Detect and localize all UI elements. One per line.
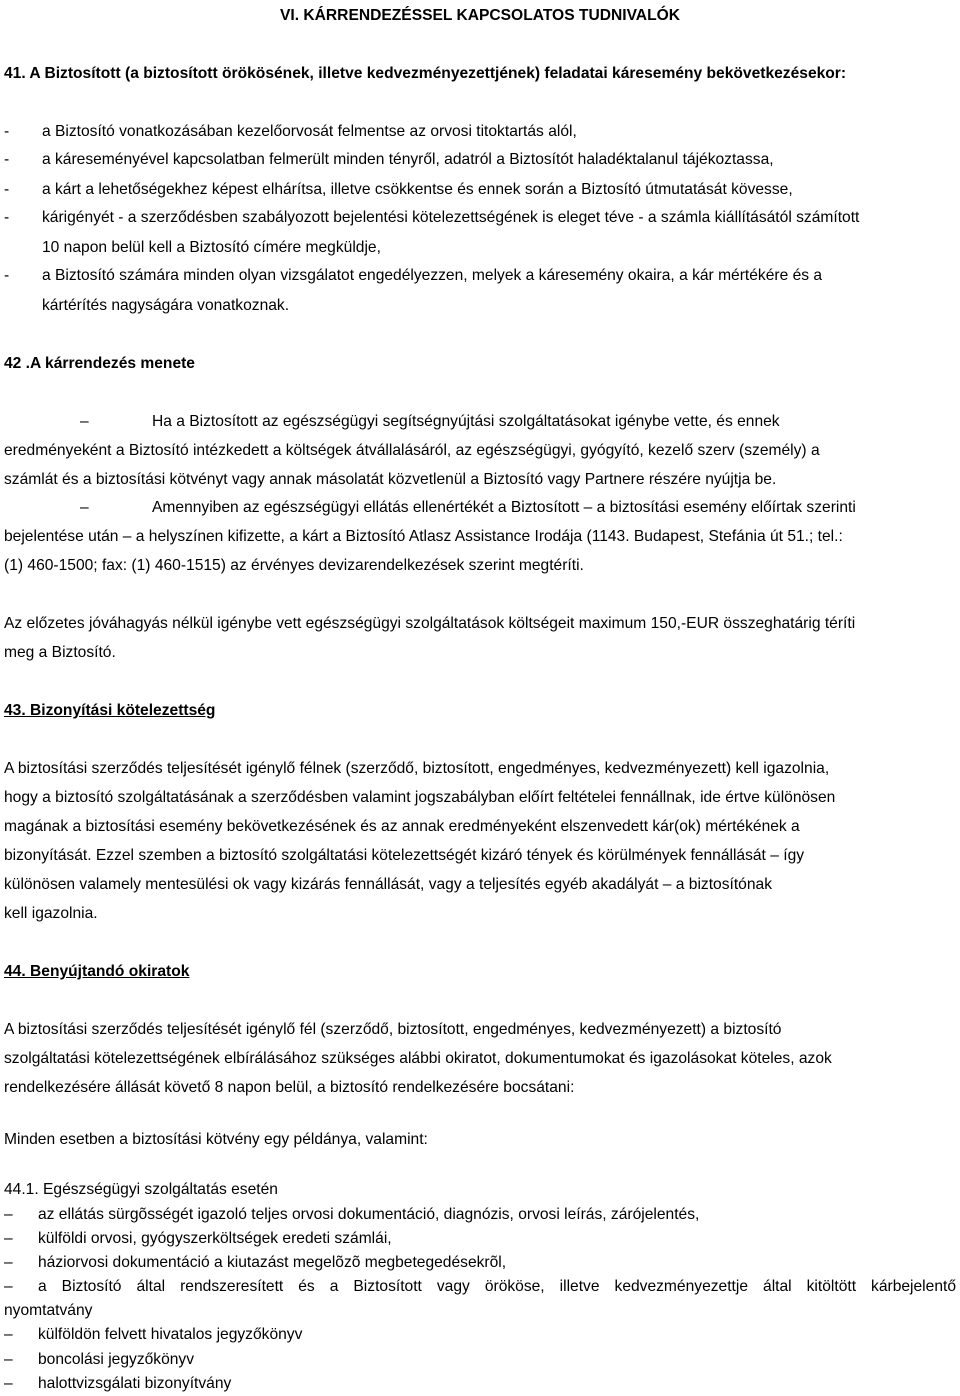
page-title: VI. KÁRRENDEZÉSSEL KAPCSOLATOS TUDNIVALÓK: [280, 7, 680, 24]
dash: -: [4, 267, 10, 284]
paragraph-line: különösen valamely mentesülési ok vagy kizárás fennállását, vagy a teljesítés egyéb akadályát – a biztosítónak: [4, 876, 772, 893]
paragraph-line: meg a Biztosító.: [4, 644, 116, 661]
subsection-heading: 44.1. Egészségügyi szolgáltatás esetén: [4, 1181, 278, 1198]
dash: -: [4, 181, 10, 198]
dash: -: [4, 209, 10, 226]
dash: –: [4, 1326, 13, 1343]
lead-dash: –: [80, 499, 89, 516]
paragraph-line: bejelentése után – a helyszínen kifizette, a kárt a Biztosító Atlasz Assistance Irodája (1143. Budapest, Stefánia út 51.; tel.:: [4, 528, 843, 545]
section-43-heading: 43. Bizonyítási kötelezettség: [4, 702, 216, 719]
lead-dash: –: [80, 413, 89, 430]
paragraph-line: (1) 460-1500; fax: (1) 460-1515) az érvényes devizarendelkezések szerint megtéríti.: [4, 557, 584, 574]
paragraph-line: magának a biztosítási esemény bekövetkezésének és az annak eredményeként elszenvedett kár(ok) mértékének a: [4, 818, 800, 835]
dash: –: [4, 1351, 13, 1368]
list-item-continuation: kártérítés nagyságára vonatkoznak.: [42, 297, 290, 314]
paragraph-line: bizonyítását. Ezzel szemben a biztosító szolgáltatási kötelezettségét kizáró tények és körülmények fennállását – így: [4, 847, 805, 864]
section-41-heading: 41. A Biztosított (a biztosított örökösének, illetve kedvezményezettjének) feladatai káresemény bekövetkezésekor:: [4, 65, 847, 82]
paragraph-line: Az előzetes jóváhagyás nélkül igénybe vett egészségügyi szolgáltatások költségeit maximum 150,-EUR összeghatárig téríti: [4, 615, 856, 632]
paragraph-line: eredményeként a Biztosító intézkedett a költségek átvállalásáról, az egészségügyi, gyógyító, kezelő szerv (személy) a: [4, 442, 820, 459]
dash: –: [4, 1278, 13, 1295]
paragraph-line: hogy a biztosító szolgáltatásának a szerződésben valamint jogszabályban előírt feltételei fennállnak, ide értve különösen: [4, 789, 836, 806]
paragraph-line: A biztosítási szerződés teljesítését igénylő fél (szerződő, biztosított, engedményes, kedvezményezett) a biztosító: [4, 1021, 782, 1038]
section-44-heading: 44. Benyújtandó okiratok: [4, 963, 190, 980]
dash: –: [4, 1230, 13, 1247]
dash: -: [4, 123, 10, 140]
paragraph-line: Amennyiben az egészségügyi ellátás ellenértékét a Biztosított – a biztosítási esemény előírtak szerinti: [152, 499, 856, 516]
dash: –: [4, 1206, 13, 1223]
paragraph-line: szolgáltatási kötelezettségének elbírálásához szükséges alábbi okiratot, dokumentumokat és igazolásokat köteles, azok: [4, 1050, 832, 1067]
paragraph-line: Ha a Biztosított az egészségügyi segítségnyújtási szolgáltatásokat igénybe vette, és ennek: [152, 413, 780, 430]
dash: –: [4, 1375, 13, 1392]
paragraph-line: számlát és a biztosítási kötvényt vagy annak másolatát közvetlenül a Biztosító vagy Partnere részére nyújtja be.: [4, 471, 777, 488]
paragraph-line: kell igazolnia.: [4, 905, 98, 922]
paragraph-line: Minden esetben a biztosítási kötvény egy példánya, valamint:: [4, 1131, 428, 1148]
list-item-continuation: nyomtatvány: [4, 1302, 93, 1319]
dash: -: [4, 151, 10, 168]
paragraph-line: A biztosítási szerződés teljesítését igénylő félnek (szerződő, biztosított, engedményes, kedvezményezett) kell igazolnia,: [4, 760, 830, 777]
section-42-heading: 42 .A kárrendezés menete: [4, 355, 195, 372]
paragraph-line: rendelkezésére állását követő 8 napon belül, a biztosító rendelkezésére bocsátani:: [4, 1079, 575, 1096]
dash: –: [4, 1254, 13, 1271]
list-item-continuation: 10 napon belül kell a Biztosító címére megküldje,: [42, 239, 381, 256]
